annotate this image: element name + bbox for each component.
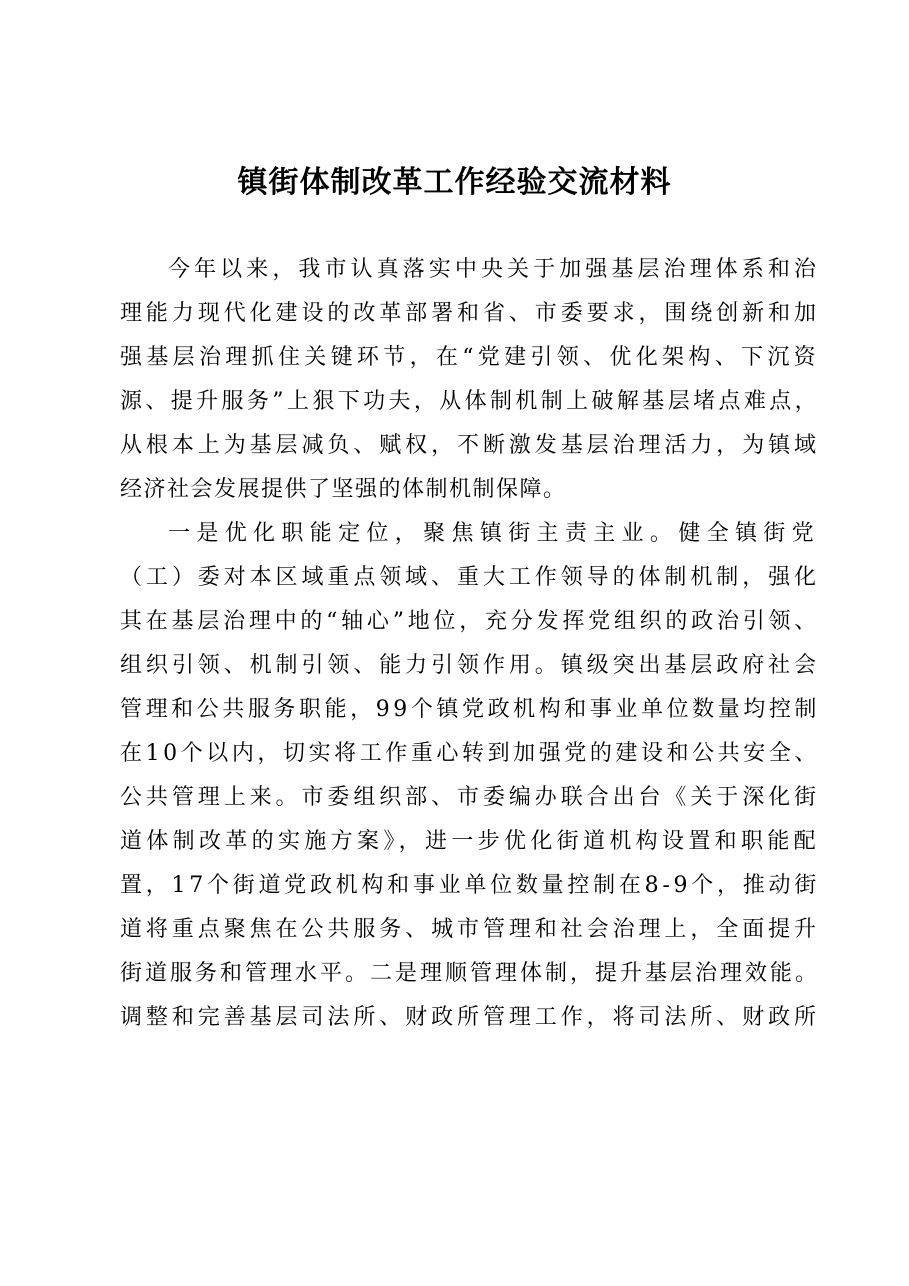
body-line: 调整和完善基层司法所、财政所管理工作，将司法所、财政所 — [120, 1005, 820, 1030]
body-line: 街道服务和管理水平。二是理顺管理体制，提升基层治理效能。 — [120, 961, 820, 986]
body-line: 理能力现代化建设的改革部署和省、市委要求，围绕创新和加 — [120, 301, 820, 326]
body-line: 管理和公共服务职能，99个镇党政机构和事业单位数量均控制 — [120, 697, 820, 722]
body-line: 今年以来，我市认真落实中央关于加强基层治理体系和治 — [168, 257, 820, 282]
body-line: 道将重点聚焦在公共服务、城市管理和社会治理上，全面提升 — [120, 917, 820, 942]
document-body — [120, 248, 820, 1040]
body-line: 源、提升服务”上狠下功夫，从体制机制上破解基层堵点难点， — [120, 389, 820, 414]
body-line: 在10个以内，切实将工作重心转到加强党的建设和公共安全、 — [120, 741, 820, 766]
body-line: 置，17个街道党政机构和事业单位数量控制在8-9个，推动街 — [120, 873, 820, 898]
body-line: 公共管理上来。市委组织部、市委编办联合出台《关于深化街 — [120, 785, 820, 810]
body-line: 道体制改革的实施方案》，进一步优化街道机构设置和职能配 — [120, 829, 820, 854]
body-line: 一是优化职能定位，聚焦镇街主责主业。健全镇街党 — [168, 521, 820, 546]
document-title: 镇街体制改革工作经验交流材料 — [237, 165, 672, 200]
body-line: （工）委对本区域重点领域、重大工作领导的体制机制，强化 — [120, 565, 820, 590]
body-line: 其在基层治理中的“轴心”地位，充分发挥党组织的政治引领、 — [120, 609, 820, 634]
body-line: 从根本上为基层减负、赋权，不断激发基层治理活力，为镇域 — [120, 433, 820, 458]
body-line: 经济社会发展提供了坚强的体制机制保障。 — [120, 477, 567, 502]
body-line: 强基层治理抓住关键环节，在“党建引领、优化架构、下沉资 — [120, 345, 820, 370]
body-line: 组织引领、机制引领、能力引领作用。镇级突出基层政府社会 — [120, 653, 820, 678]
